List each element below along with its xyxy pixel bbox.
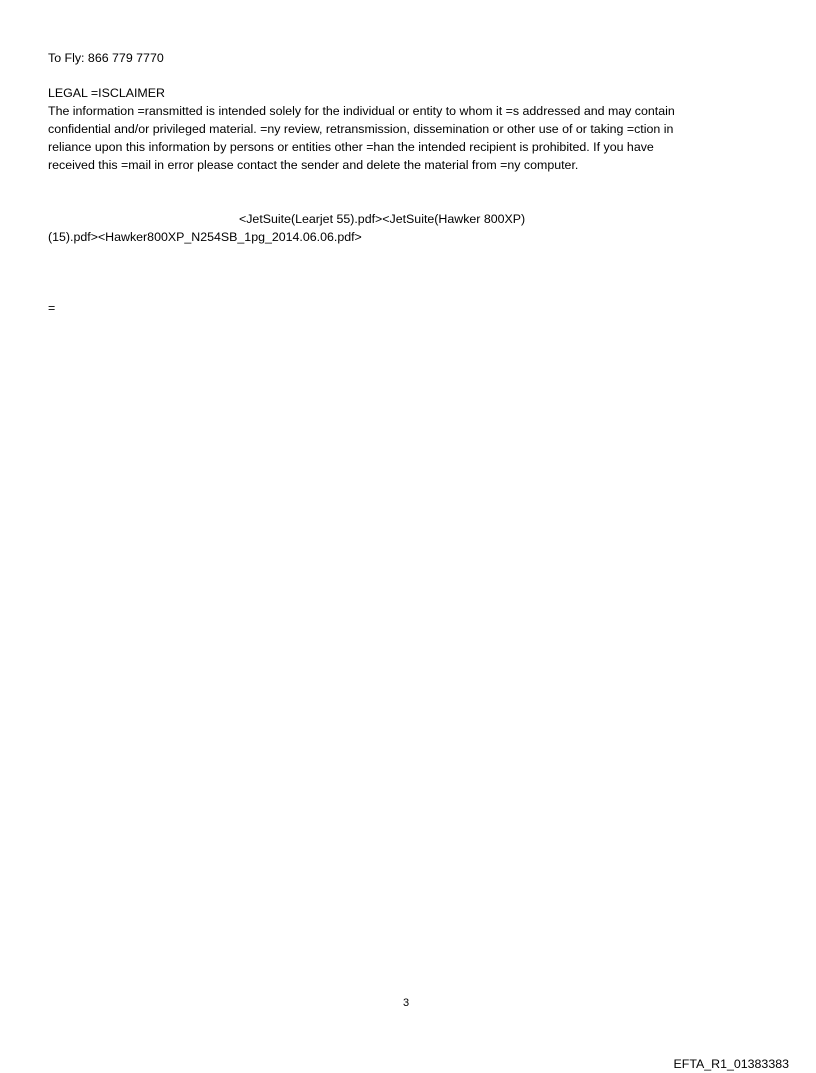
disclaimer-text-line: confidential and/or privileged material. =ny review, retransmission, dissemination or other use of or taking =ction in	[48, 122, 674, 136]
page-number: 3	[403, 997, 410, 1009]
attachment-list-line: (15).pdf><Hawker800XP_N254SB_1pg_2014.06.06.pdf>	[48, 230, 362, 244]
document-id-stamp: EFTA_R1_01383383	[673, 1057, 789, 1071]
trailing-equals-mark: =	[48, 301, 56, 315]
to-fly-phone-line: To Fly: 866 779 7770	[48, 51, 164, 65]
disclaimer-text-line: received this =mail in error please contact the sender and delete the material from =ny computer.	[48, 158, 579, 172]
disclaimer-text-line: reliance upon this information by persons or entities other =han the intended recipient is prohibited. If you have	[48, 140, 654, 154]
legal-disclaimer-heading: LEGAL =ISCLAIMER	[48, 86, 165, 100]
disclaimer-text-line: The information =ransmitted is intended solely for the individual or entity to whom it =s addressed and may contain	[48, 104, 675, 118]
attachment-list-line: <JetSuite(Learjet 55).pdf><JetSuite(Hawker 800XP)	[239, 212, 526, 226]
